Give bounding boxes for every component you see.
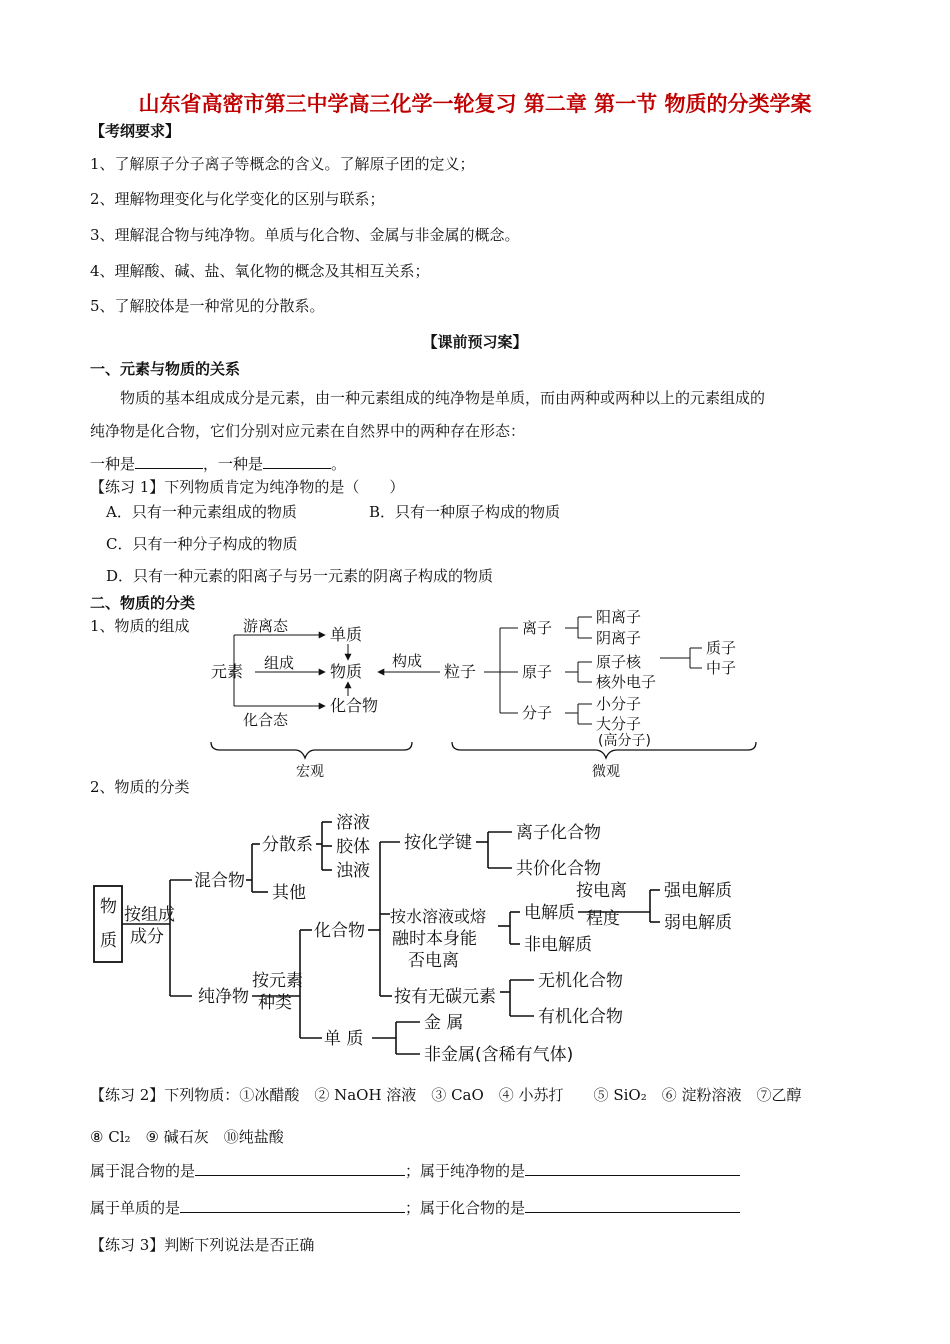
compound-node-2: 化合物 xyxy=(314,921,365,941)
classification-diagram xyxy=(0,800,950,1072)
simple-node: 单 质 xyxy=(324,1029,364,1049)
mixture-prompt: 属于混合物的是 xyxy=(90,1162,196,1180)
section1-paragraph-line2: 纯净物是化合物，它们分别对应元素在自然界中的两种存在形态： xyxy=(90,422,526,440)
fill-text-a: 一种是 xyxy=(90,455,136,473)
exercise2-answer-row2 xyxy=(90,1197,740,1218)
section1-paragraph-line1: 物质的基本组成成分是元素，由一种元素组成的纯净物是单质，而由两种或两种以上的元素组成的 xyxy=(120,389,766,407)
compound-answer-blank[interactable] xyxy=(525,1198,740,1213)
by-ionize-line3: 否电离 xyxy=(408,951,459,971)
by-ionize-line2: 融时本身能 xyxy=(392,929,477,949)
solution-node: 溶液 xyxy=(336,813,370,833)
mixture-answer-blank[interactable] xyxy=(195,1161,405,1176)
exercise1-option-b: B．只有一种原子构成的物质 xyxy=(369,503,561,521)
by-degree-line1: 按电离 xyxy=(576,881,627,901)
by-carbon-label: 按有无碳元素 xyxy=(394,987,496,1007)
syllabus-item-2: 2、理解物理变化与化学变化的区别与联系； xyxy=(90,190,385,208)
exercise2-line2: ⑧ Cl₂ ⑨ 碱石灰 ⑩纯盐酸 xyxy=(90,1128,284,1146)
mixture-node: 混合物 xyxy=(194,871,245,891)
proton-node: 质子 xyxy=(706,639,737,657)
ion-node: 离子 xyxy=(522,619,553,637)
covalent-node: 共价化合物 xyxy=(516,859,601,879)
by-degree-line2: 程度 xyxy=(586,909,620,929)
dispersion-node: 分散系 xyxy=(262,835,313,855)
cation-node: 阳离子 xyxy=(596,608,642,626)
page-title: 山东省高密市第三中学高三化学一轮复习 第二章 第一节 物质的分类学案 xyxy=(138,92,812,116)
syllabus-heading: 【考纲要求】 xyxy=(90,122,181,140)
constitute-label: 构成 xyxy=(392,652,423,670)
small-molecule-node: 小分子 xyxy=(596,695,642,713)
exercise3-stem: 【练习 3】判断下列说法是否正确 xyxy=(90,1236,315,1254)
combined-state-label: 化合态 xyxy=(243,711,289,729)
large-molecule-node: 大分子 xyxy=(596,715,642,733)
exercise2-line1: 【练习 2】下列物质：①冰醋酸 ② NaOH 溶液 ③ CaO ④ 小苏打 ⑤ SiO₂ ⑥ 淀粉溶液 ⑦乙醇 xyxy=(90,1086,802,1104)
by-element-line2: 种类 xyxy=(258,993,292,1013)
colloid-node: 胶体 xyxy=(336,837,370,857)
nonmetal-node: 非金属(含稀有气体) xyxy=(424,1045,574,1065)
simple-prompt: 属于单质的是 xyxy=(90,1199,181,1217)
by-ionize-line1: 按水溶液或熔 xyxy=(390,907,487,926)
exercise1-option-d: D．只有一种元素的阳离子与另一元素的阴离子构成的物质 xyxy=(106,567,494,585)
preview-heading: 【课前预习案】 xyxy=(422,333,528,351)
by-element-line1: 按元素 xyxy=(252,971,303,991)
suspension-node: 浊液 xyxy=(336,861,370,881)
particle-node: 粒子 xyxy=(444,662,477,681)
by-composition-line1: 按组成 xyxy=(124,905,175,925)
organic-node: 有机化合物 xyxy=(538,1007,623,1027)
metal-node: 金 属 xyxy=(424,1013,464,1033)
by-composition-line2: 成分 xyxy=(130,927,164,947)
molecule-node: 分子 xyxy=(522,704,553,722)
other-node: 其他 xyxy=(272,883,306,903)
macro-label: 宏观 xyxy=(296,764,324,780)
answer-blank-2[interactable] xyxy=(263,454,331,469)
neutron-node: 中子 xyxy=(706,659,737,677)
pure-node: 纯净物 xyxy=(198,987,249,1007)
composition-subheading: 1、物质的组成 xyxy=(90,617,190,635)
strong-electrolyte-node: 强电解质 xyxy=(664,881,732,901)
free-state-label: 游离态 xyxy=(243,617,289,635)
nucleus-node: 原子核 xyxy=(596,653,642,671)
compound-prompt: ；属于化合物的是 xyxy=(405,1199,526,1217)
root-node-line1: 物 xyxy=(100,897,117,917)
compose-label: 组成 xyxy=(264,654,295,672)
substance-node: 物质 xyxy=(330,662,363,681)
composition-diagram xyxy=(0,600,950,780)
classification-subheading: 2、物质的分类 xyxy=(90,778,190,796)
answer-blank-1[interactable] xyxy=(135,454,203,469)
exercise1-stem: 【练习 1】下列物质肯定为纯净物的是（ ） xyxy=(90,478,405,496)
syllabus-item-1: 1、了解原子分子离子等概念的含义。了解原子团的定义； xyxy=(90,155,475,173)
pure-answer-blank[interactable] xyxy=(525,1161,740,1176)
ionic-node: 离子化合物 xyxy=(516,823,601,843)
root-node-line2: 质 xyxy=(100,931,117,951)
micro-label: 微观 xyxy=(592,764,620,780)
exercise1-option-c: C．只有一种分子构成的物质 xyxy=(106,535,298,553)
electrolyte-node: 电解质 xyxy=(524,903,575,923)
weak-electrolyte-node: 弱电解质 xyxy=(664,913,732,933)
polymer-note: (高分子) xyxy=(598,733,651,749)
fill-text-b: ，一种是 xyxy=(203,455,264,473)
exercise2-answer-row1 xyxy=(90,1160,740,1181)
syllabus-item-4: 4、理解酸、碱、盐、氧化物的概念及其相互关系； xyxy=(90,262,430,280)
syllabus-item-3: 3、理解混合物与纯净物。单质与化合物、金属与非金属的概念。 xyxy=(90,226,520,244)
simple-answer-blank[interactable] xyxy=(180,1198,405,1213)
pure-prompt: ；属于纯净物的是 xyxy=(405,1162,526,1180)
section2-heading: 二、物质的分类 xyxy=(90,594,196,612)
simple-substance-node: 单质 xyxy=(330,625,363,644)
inorganic-node: 无机化合物 xyxy=(538,971,623,991)
atom-node: 原子 xyxy=(522,663,553,681)
fill-text-c: 。 xyxy=(331,455,347,473)
exercise1-option-a: A．只有一种元素组成的物质 xyxy=(106,503,297,521)
section1-heading: 一、元素与物质的关系 xyxy=(90,360,241,378)
by-bond-label: 按化学键 xyxy=(404,833,472,853)
syllabus-item-5: 5、了解胶体是一种常见的分散系。 xyxy=(90,297,325,315)
section1-fill-line xyxy=(90,453,346,474)
anion-node: 阴离子 xyxy=(596,629,642,647)
non-electrolyte-node: 非电解质 xyxy=(524,935,592,955)
compound-node: 化合物 xyxy=(330,696,379,715)
element-node: 元素 xyxy=(211,662,244,681)
electron-node: 核外电子 xyxy=(596,673,657,691)
